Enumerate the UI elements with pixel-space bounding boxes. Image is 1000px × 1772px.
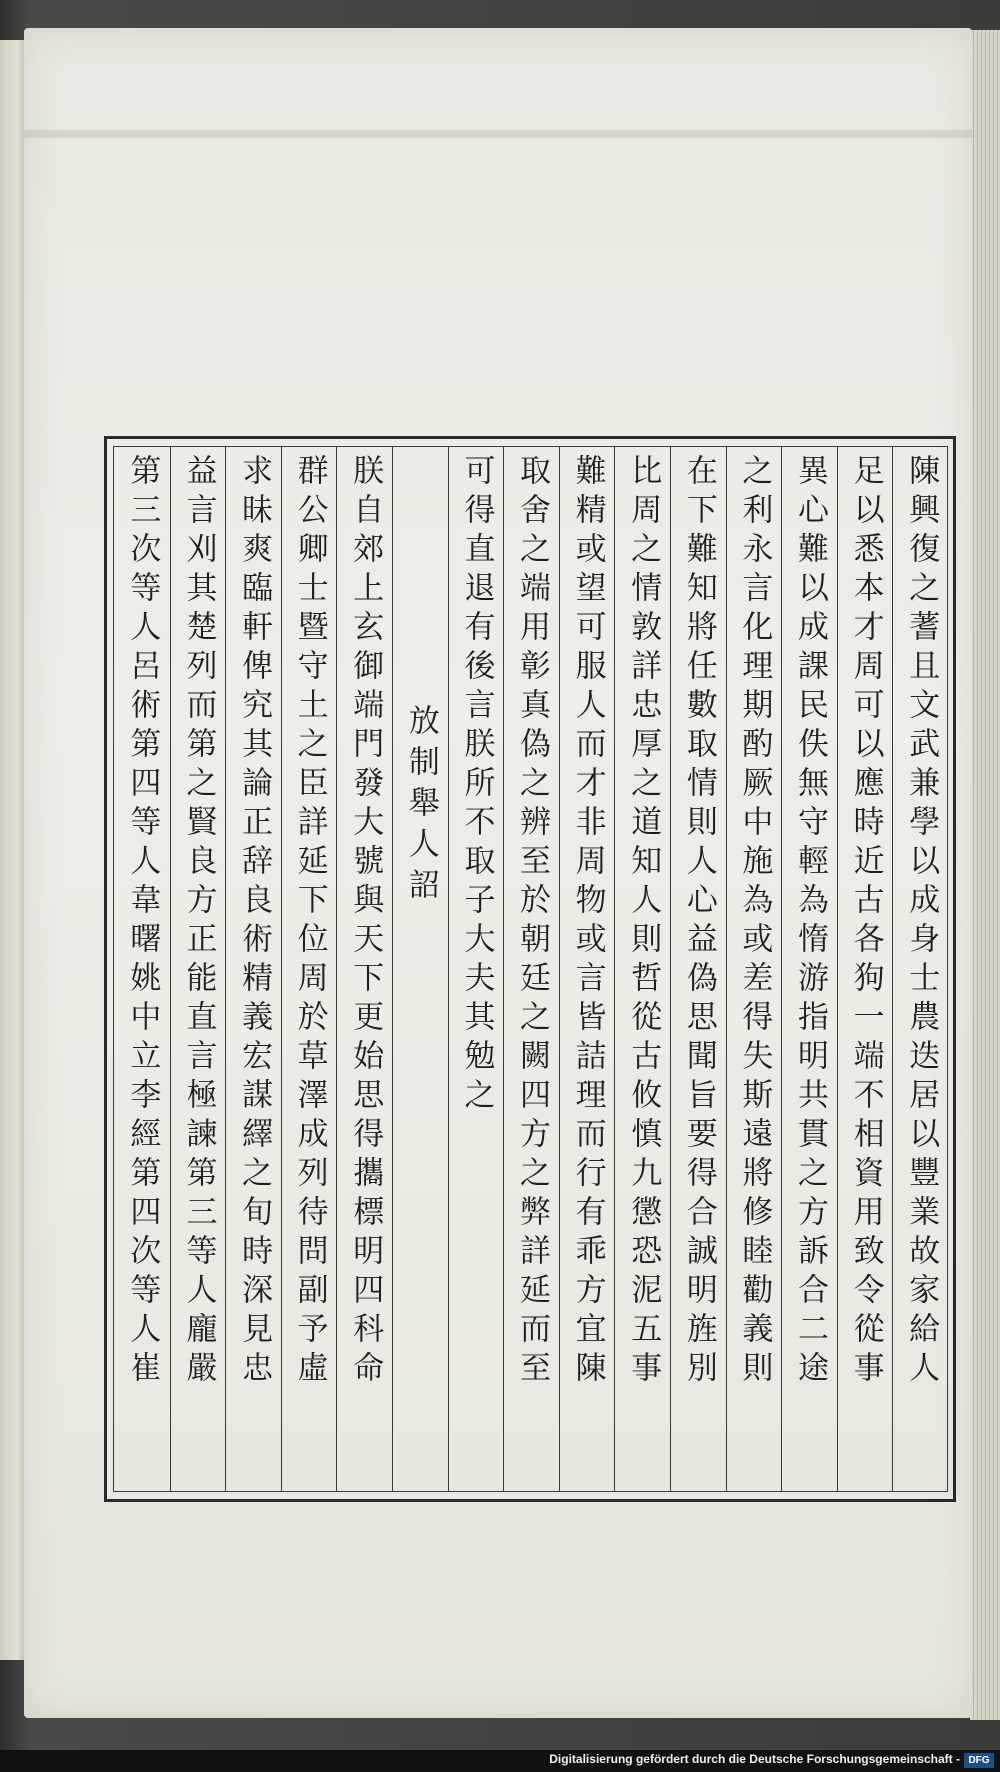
text-column-9 bbox=[448, 446, 504, 1492]
section-title-column bbox=[392, 446, 448, 1492]
column-text: 異心難以成課民佚無守輕為惰游指明共貫之方訴合二途 bbox=[792, 454, 829, 1390]
text-column-1 bbox=[892, 446, 948, 1492]
text-column-11 bbox=[336, 446, 392, 1492]
column-text: 難精或望可服人而才非周物或言皆詰理而行有乖方宜陳 bbox=[569, 454, 606, 1390]
text-column-4 bbox=[726, 446, 782, 1492]
column-text: 之利永言化理期酌厥中施為或差得失斯遠將修睦勸義則 bbox=[736, 454, 773, 1390]
column-text: 朕自郊上玄御端門發大號與天下更始思得攜標明四科命 bbox=[347, 454, 384, 1390]
text-column-2 bbox=[837, 446, 893, 1492]
text-column-5 bbox=[670, 446, 726, 1492]
dfg-logo: DFG bbox=[964, 1753, 994, 1768]
text-columns bbox=[113, 446, 948, 1492]
section-title: 放制舉人詔 bbox=[402, 704, 439, 909]
column-text: 陳興復之蓍且文武兼學以成身士農迭居以豐業故家給人 bbox=[903, 454, 940, 1390]
footer-credit: Digitalisierung gefördert durch die Deutsche Forschungsgemeinschaft - bbox=[549, 1752, 960, 1766]
text-column-13 bbox=[225, 446, 281, 1492]
text-column-15 bbox=[114, 446, 170, 1492]
column-text: 取舍之端用彰真偽之辨至於朝廷之闕四方之弊詳延而至 bbox=[514, 454, 551, 1390]
column-text: 第三次等人呂術第四等人韋曙姚中立李經第四次等人崔 bbox=[124, 454, 161, 1390]
column-text: 益言刈其楚列而第之賢良方正能直言極諫第三等人龐嚴 bbox=[180, 454, 217, 1390]
column-text: 群公卿士暨守土之臣詳延下位周於草澤成列待問副予虛 bbox=[291, 454, 328, 1390]
text-column-7 bbox=[559, 446, 615, 1492]
text-column-12 bbox=[281, 446, 337, 1492]
text-column-14 bbox=[170, 446, 226, 1492]
text-column-8 bbox=[503, 446, 559, 1492]
column-text: 求昧爽臨軒俾究其論正辞良術精義宏謀繹之旬時深見忠 bbox=[236, 454, 273, 1390]
column-text: 比周之情敦詳忠厚之道知人則哲從古攸慎九懲恐泥五事 bbox=[625, 454, 662, 1390]
column-text: 在下難知將任數取情則人心益偽思聞旨要得合誠明旌別 bbox=[680, 454, 717, 1390]
text-column-6 bbox=[614, 446, 670, 1492]
column-text: 足以悉本才周可以應時近古各狗一端不相資用致令從事 bbox=[847, 454, 884, 1390]
page-stack-edge bbox=[970, 30, 1000, 1720]
text-column-3 bbox=[781, 446, 837, 1492]
page-fold bbox=[24, 130, 972, 138]
column-text: 可得直退有後言朕所不取子大夫其勉之 bbox=[458, 454, 495, 1117]
